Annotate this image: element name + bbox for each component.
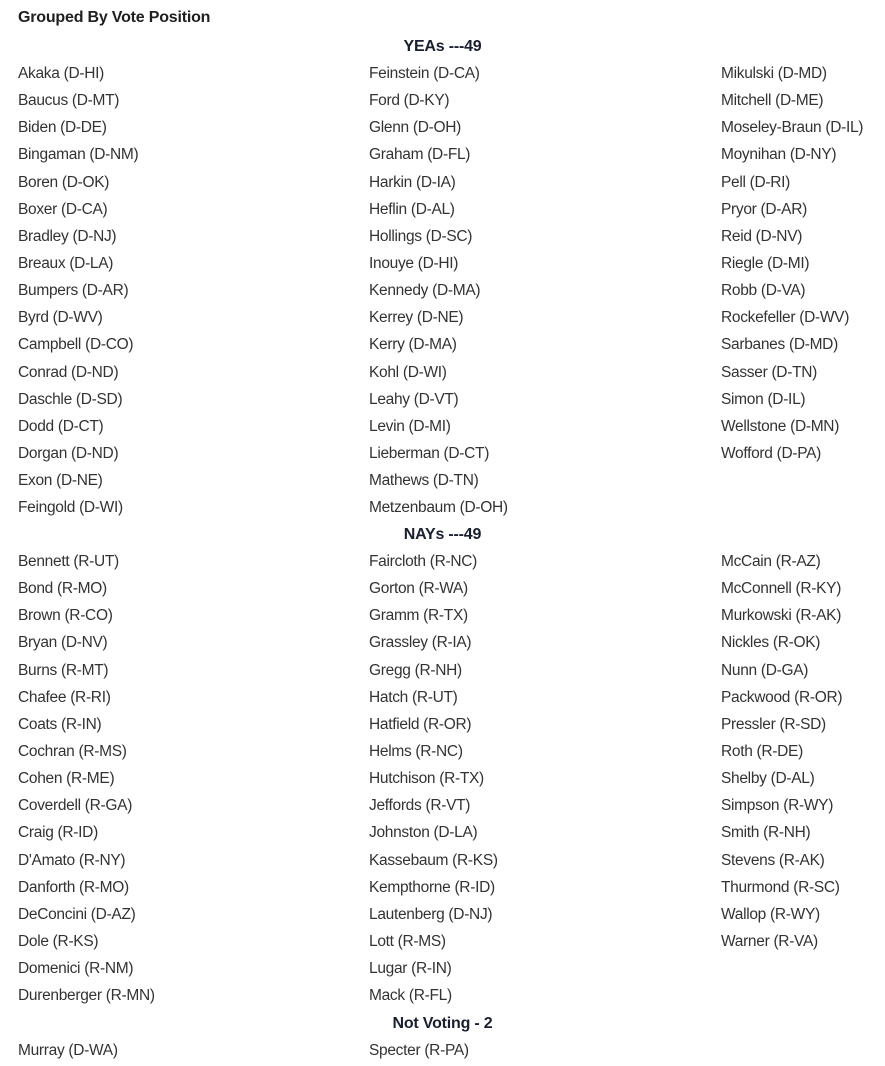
member-item: Rockefeller (D-WV) xyxy=(721,309,850,327)
member-item: Lautenberg (D-NJ) xyxy=(369,905,493,923)
member-item: Cohen (R-ME) xyxy=(18,770,115,788)
member-item: Gregg (R-NH) xyxy=(369,661,462,679)
member-item: Leahy (D-VT) xyxy=(369,390,459,408)
member-item: Coats (R-IN) xyxy=(18,715,102,733)
member-item: Reid (D-NV) xyxy=(721,227,803,245)
member-item: Chafee (R-RI) xyxy=(18,688,111,706)
not-voting-section xyxy=(0,1010,885,1064)
page-title: Grouped By Vote Position xyxy=(18,9,211,26)
member-item: Faircloth (R-NC) xyxy=(369,553,478,570)
member-item: Pryor (D-AR) xyxy=(721,200,807,218)
yeas-column-1 xyxy=(0,60,369,521)
member-item: Kennedy (D-MA) xyxy=(369,282,481,300)
member-item: Roth (R-DE) xyxy=(721,742,803,760)
member-item: Stevens (R-AK) xyxy=(721,851,825,869)
member-item: Boxer (D-CA) xyxy=(18,200,108,218)
member-item: Thurmond (R-SC) xyxy=(721,878,840,896)
nays-column-2 xyxy=(369,548,721,1009)
member-item: Akaka (D-HI) xyxy=(18,65,104,82)
member-item: McConnell (R-KY) xyxy=(721,580,842,598)
member-item: Nunn (D-GA) xyxy=(721,661,809,679)
member-item: Hatch (R-UT) xyxy=(369,688,458,706)
member-item: Cochran (R-MS) xyxy=(18,742,127,760)
not-voting-column-3 xyxy=(721,1037,885,1064)
member-item: Conrad (D-ND) xyxy=(18,363,119,381)
member-item: Byrd (D-WV) xyxy=(18,309,103,327)
yeas-column-2 xyxy=(369,60,721,521)
member-item: Dorgan (D-ND) xyxy=(18,444,119,462)
member-item: Mack (R-FL) xyxy=(369,987,452,1005)
yeas-heading: YEAs ---49 xyxy=(403,38,482,55)
member-item: Levin (D-MI) xyxy=(369,417,451,435)
member-item: Mikulski (D-MD) xyxy=(721,65,827,82)
not-voting-column-1 xyxy=(0,1037,369,1064)
member-item: Mathews (D-TN) xyxy=(369,472,479,490)
member-item: Shelby (D-AL) xyxy=(721,770,815,788)
member-item: Pell (D-RI) xyxy=(721,173,791,191)
member-item: Domenici (R-NM) xyxy=(18,960,134,978)
member-item: Wofford (D-PA) xyxy=(721,444,822,462)
yeas-section xyxy=(0,33,885,521)
member-item: Brown (R-CO) xyxy=(18,607,113,625)
yeas-columns xyxy=(0,60,885,521)
member-item: Bumpers (D-AR) xyxy=(18,282,129,300)
member-item: Kempthorne (R-ID) xyxy=(369,878,495,896)
member-item: Johnston (D-LA) xyxy=(369,824,478,842)
member-item: Robb (D-VA) xyxy=(721,282,806,300)
member-item: Simon (D-IL) xyxy=(721,390,806,408)
member-item: Daschle (D-SD) xyxy=(18,390,123,408)
member-item: Graham (D-FL) xyxy=(369,146,471,164)
member-item: Pressler (R-SD) xyxy=(721,715,826,733)
yeas-column-3 xyxy=(721,60,885,521)
member-item: Kerry (D-MA) xyxy=(369,336,457,354)
member-item: Durenberger (R-MN) xyxy=(18,987,155,1005)
member-item: Moynihan (D-NY) xyxy=(721,146,837,164)
member-item: Sasser (D-TN) xyxy=(721,363,817,381)
nays-column-1 xyxy=(0,548,369,1009)
member-item: Ford (D-KY) xyxy=(369,92,450,110)
member-item: Hutchison (R-TX) xyxy=(369,770,484,788)
member-item: Kohl (D-WI) xyxy=(369,363,447,381)
member-item: Wallop (R-WY) xyxy=(721,905,820,923)
member-item: Warner (R-VA) xyxy=(721,932,818,950)
member-item: Feingold (D-WI) xyxy=(18,499,123,517)
member-item: McCain (R-AZ) xyxy=(721,553,821,570)
member-item: Grassley (R-IA) xyxy=(369,634,472,652)
member-item: Lieberman (D-CT) xyxy=(369,444,490,462)
member-item: Hatfield (R-OR) xyxy=(369,715,472,733)
member-item: Boren (D-OK) xyxy=(18,173,110,191)
member-item: Hollings (D-SC) xyxy=(369,227,473,245)
member-item: Bryan (D-NV) xyxy=(18,634,108,652)
member-item: Feinstein (D-CA) xyxy=(369,65,480,82)
member-item: Specter (R-PA) xyxy=(369,1042,469,1059)
member-item: Bradley (D-NJ) xyxy=(18,227,117,245)
member-item: Glenn (D-OH) xyxy=(369,119,461,137)
member-item: Bennett (R-UT) xyxy=(18,553,119,570)
member-item: Murkowski (R-AK) xyxy=(721,607,842,625)
not-voting-column-2 xyxy=(369,1037,721,1064)
member-item: Danforth (R-MO) xyxy=(18,878,129,896)
member-item: Metzenbaum (D-OH) xyxy=(369,499,508,517)
member-item: D'Amato (R-NY) xyxy=(18,851,126,869)
not-voting-heading: Not Voting - 2 xyxy=(392,1015,493,1032)
member-item: DeConcini (D-AZ) xyxy=(18,905,136,923)
member-item: Mitchell (D-ME) xyxy=(721,92,824,110)
member-item: Moseley-Braun (D-IL) xyxy=(721,119,864,137)
nays-section xyxy=(0,521,885,1009)
member-item: Riegle (D-MI) xyxy=(721,254,810,272)
member-item: Packwood (R-OR) xyxy=(721,688,843,706)
member-item: Smith (R-NH) xyxy=(721,824,811,842)
member-item: Bond (R-MO) xyxy=(18,580,107,598)
member-item: Baucus (D-MT) xyxy=(18,92,120,110)
member-item: Coverdell (R-GA) xyxy=(18,797,133,815)
member-item: Campbell (D-CO) xyxy=(18,336,134,354)
member-item: Simpson (R-WY) xyxy=(721,797,834,815)
member-item: Inouye (D-HI) xyxy=(369,254,459,272)
member-item: Exon (D-NE) xyxy=(18,472,103,490)
member-item: Harkin (D-IA) xyxy=(369,173,456,191)
member-item: Heflin (D-AL) xyxy=(369,200,455,218)
member-item: Gramm (R-TX) xyxy=(369,607,468,625)
member-item: Murray (D-WA) xyxy=(18,1042,118,1059)
member-item: Burns (R-MT) xyxy=(18,661,109,679)
member-item: Breaux (D-LA) xyxy=(18,254,114,272)
member-item: Dole (R-KS) xyxy=(18,932,99,950)
member-item: Kassebaum (R-KS) xyxy=(369,851,498,869)
not-voting-columns xyxy=(0,1037,885,1064)
member-item: Bingaman (D-NM) xyxy=(18,146,139,164)
member-item: Gorton (R-WA) xyxy=(369,580,468,598)
nays-column-3 xyxy=(721,548,885,1009)
member-item: Jeffords (R-VT) xyxy=(369,797,471,815)
member-item: Sarbanes (D-MD) xyxy=(721,336,838,354)
member-item: Kerrey (D-NE) xyxy=(369,309,464,327)
member-item: Wellstone (D-MN) xyxy=(721,417,840,435)
member-item: Lott (R-MS) xyxy=(369,932,446,950)
member-item: Craig (R-ID) xyxy=(18,824,98,842)
member-item: Helms (R-NC) xyxy=(369,742,463,760)
member-item: Biden (D-DE) xyxy=(18,119,107,137)
member-item: Nickles (R-OK) xyxy=(721,634,821,652)
member-item: Lugar (R-IN) xyxy=(369,960,452,978)
member-item: Dodd (D-CT) xyxy=(18,417,104,435)
nays-heading: NAYs ---49 xyxy=(403,526,482,543)
nays-columns xyxy=(0,548,885,1009)
